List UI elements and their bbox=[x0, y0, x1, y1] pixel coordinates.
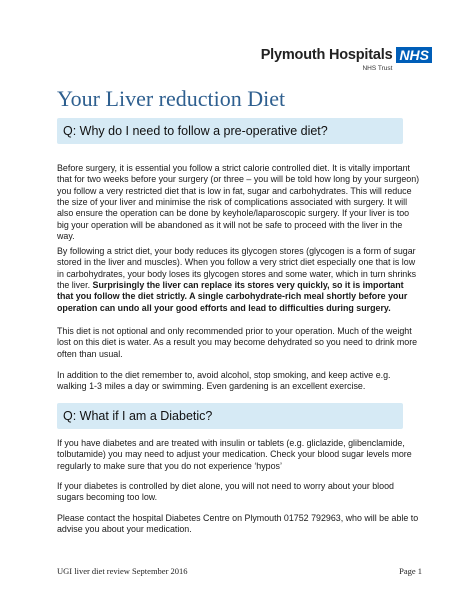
header-logo bbox=[261, 47, 432, 73]
nhs-logo: NHS bbox=[396, 47, 432, 63]
paragraph-preop-intro: Before surgery, it is essential you follow a strict calorie controlled diet. It is vitally important that for two weeks before your surgery (or three – you will be told how long by your surgeon) you follow a very restricted diet that is low in fat, sugar and carbohydrates. This will reduce the size of your liver and minimise the risk of complications associated with surgery. It will also ensure the operation can be done by keyhole/laparoscopic surgery. If your liver is too big your operation will be abandoned as it will not be safe to proceed with the liver in the way. bbox=[57, 163, 420, 242]
paragraph-diet-controlled: If your diabetes is controlled by diet alone, you will not need to worry about your blood sugars becoming too low. bbox=[57, 481, 394, 503]
glycogen-bold-text: Surprisingly the liver can replace its stores very quickly, so it is important that you follow the diet strictly. A single carbohydrate-rich meal shortly before your operation can undo all your good efforts and lead to difficulties during surgery. bbox=[57, 280, 408, 313]
glycogen-text: By following a strict diet, your body reduces its glycogen stores (glycogen is a form of sugar stored in the liver and muscles). When you follow a very strict diet especially one that is low in carbohydrates, your body loses its glycogen stores and some water, which in turn shrinks the liver. bbox=[57, 246, 417, 291]
section-heading-preop: Q: Why do I need to follow a pre-operative diet? bbox=[57, 118, 403, 144]
footer-page-number: Page 1 bbox=[399, 566, 422, 576]
paragraph-glycogen bbox=[57, 246, 422, 314]
paragraph-diabetes-medication: If you have diabetes and are treated with insulin or tablets (e.g. gliclazide, glibenclamide, tolbutamide) you may need to adjust your medication. Check your blood sugar levels more regularly to make sure that you do not experience ‘hypos’ bbox=[57, 438, 412, 471]
section-heading-diabetic: Q: What if I am a Diabetic? bbox=[57, 403, 403, 429]
paragraph-not-optional: This diet is not optional and only recommended prior to your operation. Much of the weight lost on this diet is water. As a result you may become dehydrated so you need to drink more often than usual. bbox=[57, 326, 418, 359]
footer-doc-ref: UGI liver diet review September 2016 bbox=[57, 566, 188, 576]
paragraph-lifestyle: In addition to the diet remember to, avoid alcohol, stop smoking, and keep active e.g. walking 1-3 miles a day or swimming. Even gardening is an excellent exercise. bbox=[57, 370, 391, 392]
trust-name: NHS Trust bbox=[362, 65, 393, 72]
org-name: Plymouth Hospitals bbox=[260, 47, 393, 63]
page-title: Your Liver reduction Diet bbox=[57, 86, 286, 111]
paragraph-contact: Please contact the hospital Diabetes Centre on Plymouth 01752 792963, who will be able to advise you about your medication. bbox=[57, 513, 419, 535]
logo-text bbox=[261, 47, 393, 73]
